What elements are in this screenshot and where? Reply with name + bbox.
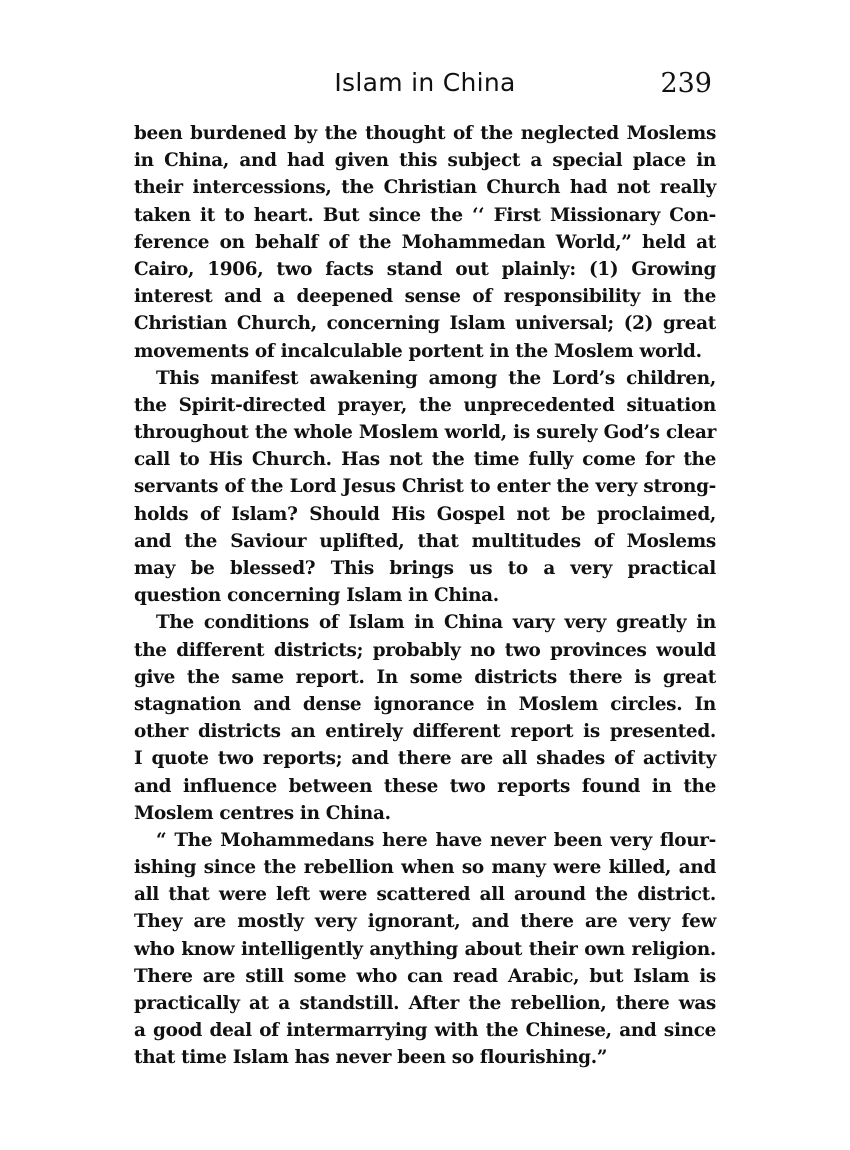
text-line: interest and a deepened sense of responsibility in the — [134, 286, 716, 308]
text-line: and the Saviour uplifted, that multitudes of Moslems — [134, 530, 716, 552]
text-line: all that were left were scattered all around the district. — [134, 884, 716, 906]
text-line: ishing since the rebellion when so many were killed, and — [134, 857, 716, 879]
text-line: There are still some who can read Arabic, but Islam is — [134, 965, 716, 987]
text-line: practically at a standstill. After the rebellion, there was — [134, 993, 716, 1014]
text-line: movements of incalculable portent in the Moslem world. — [134, 340, 702, 362]
text-line: Moslem centres in China. — [134, 802, 391, 824]
running-head — [134, 68, 716, 104]
text-line: who know intelligently anything about their own religion. — [134, 938, 716, 960]
text-line: Cairo, 1906, two facts stand out plainly: (1) Growing — [134, 258, 716, 280]
text-line: the different districts; probably no two provinces would — [134, 639, 716, 661]
text-line: holds of Islam? Should His Gospel not be proclaimed, — [134, 503, 716, 525]
text-line: Christian Church, concerning Islam universal; (2) great — [134, 313, 716, 335]
text-line: “ The Mohammedans here have never been very flour- — [156, 829, 716, 851]
text-line: and influence between these two reports found in the — [134, 775, 716, 797]
text-line: a good deal of intermarrying with the Chinese, and since — [134, 1020, 716, 1042]
text-line: call to His Church. Has not the time fully come for the — [134, 449, 716, 471]
text-line: been burdened by the thought of the neglected Moslems — [134, 123, 716, 144]
text-line: that time Islam has never been so flourishing.” — [134, 1047, 608, 1069]
text-line: servants of the Lord Jesus Christ to enter the very strong- — [134, 476, 716, 498]
text-line: They are mostly very ignorant, and there are very few — [134, 911, 716, 933]
text-line: in China, and had given this subject a special place in — [134, 150, 716, 172]
text-line: stagnation and dense ignorance in Moslem circles. In — [134, 693, 716, 715]
text-line: their intercessions, the Christian Church had not really — [134, 177, 716, 199]
text-line: This manifest awakening among the Lord’s children, — [156, 367, 716, 389]
running-title: Islam in China — [334, 68, 516, 97]
text-line: other districts an entirely different report is presented. — [134, 721, 716, 743]
text-line: may be blessed? This brings us to a very practical — [134, 558, 716, 579]
text-line: taken it to heart. But since the ‘‘ First Missionary Con- — [134, 204, 716, 226]
text-line: the Spirit-directed prayer, the unprecedented situation — [134, 394, 716, 416]
page-number: 239 — [660, 68, 712, 99]
text-line: ference on behalf of the Mohammedan World,” held at — [134, 231, 716, 253]
text-line: I quote two reports; and there are all shades of activity — [134, 748, 716, 770]
text-line: throughout the whole Moslem world, is surely God’s clear — [134, 422, 716, 444]
text-line: question concerning Islam in China. — [134, 585, 499, 607]
body-text — [134, 120, 716, 1072]
text-line: The conditions of Islam in China vary very greatly in — [156, 612, 716, 634]
text-line: give the same report. In some districts there is great — [134, 666, 716, 688]
